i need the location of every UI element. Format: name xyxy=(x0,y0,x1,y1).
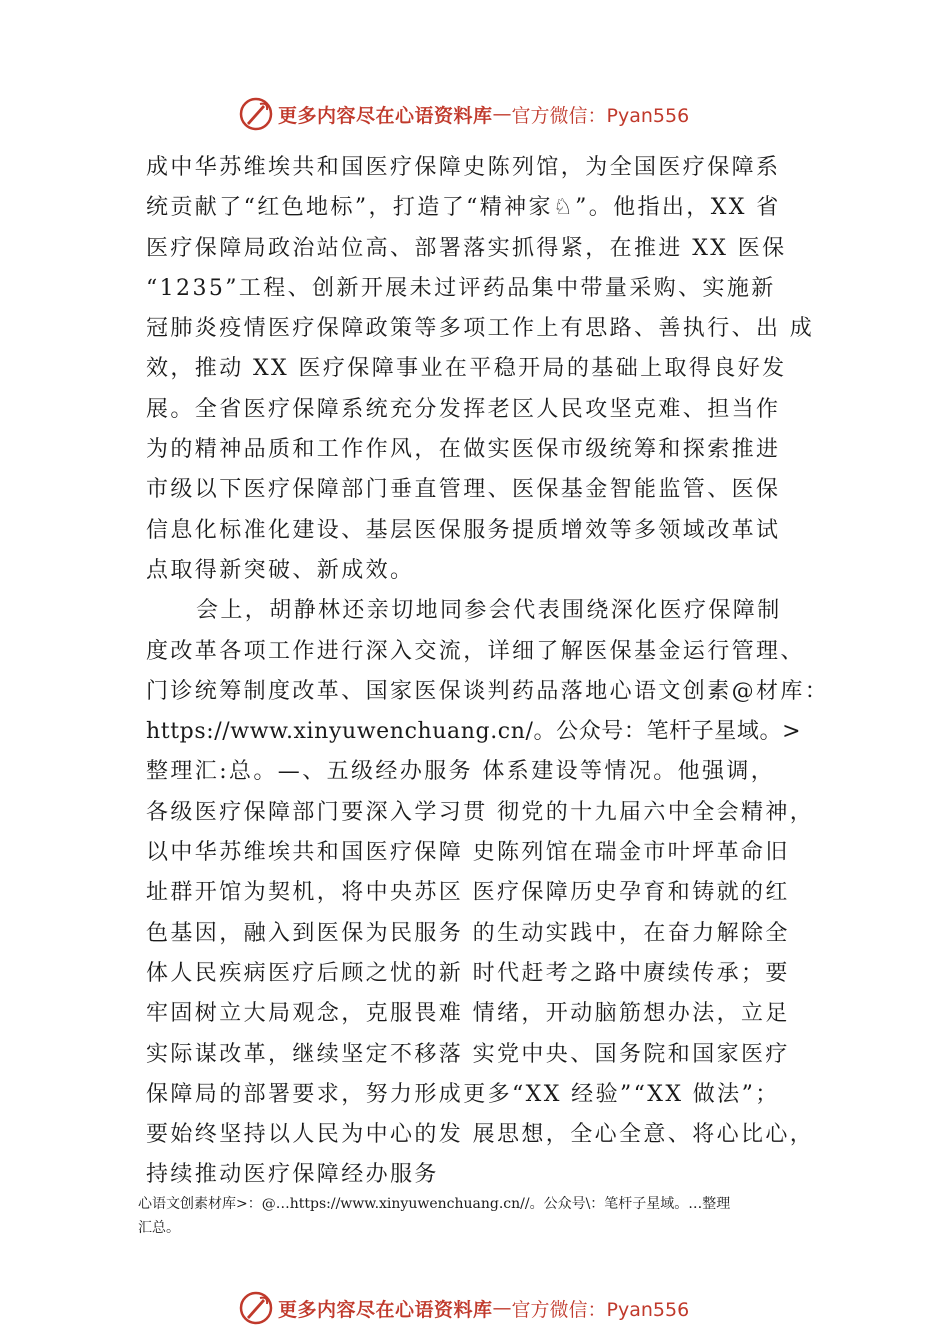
body-line: 保障局的部署要求，努力形成更多“XX 经验”“XX 做法”； xyxy=(146,1081,780,1107)
body-line: 址群开馆为契机，将中央苏区 医疗保障历史孕育和铸就的红 xyxy=(146,880,790,906)
body-line: 牢固树立大局观念，克服畏难 情绪，开动脑筋想办法，立足 xyxy=(146,1001,790,1027)
paragraph-start-line: 会上，胡静林还亲切地同参会代表围绕深化医疗保障制 xyxy=(196,598,782,624)
body-line: 体人民疾病医疗后顾之忧的新 时代赶考之路中赓续传承；要 xyxy=(146,960,790,986)
header-banner-dash: — xyxy=(492,103,512,125)
body-line: 展。全省医疗保障系统充分发挥老区人民攻坚克难、担当作 xyxy=(146,396,781,422)
footer-banner xyxy=(0,1288,950,1328)
body-line: 效，推动 XX 医疗保障事业在平稳开局的基础上取得良好发 xyxy=(146,356,787,382)
footer-banner-title: 更多内容尽在心语资料库 xyxy=(278,1298,493,1321)
quill-logo-icon xyxy=(238,1290,274,1326)
body-line: 持续推动医疗保障经办服务 xyxy=(146,1162,439,1188)
body-line: 医疗保障局政治站位高、部署落实抓得紧，在推进 XX 医保 xyxy=(146,235,787,261)
body-line: 为的精神品质和工作作风，在做实医保市级统筹和探索推进 xyxy=(146,437,781,463)
body-line: 冠肺炎疫情医疗保障政策等多项工作上有思路、善执行、出 成 xyxy=(146,316,815,342)
body-line: 实际谋改革，继续坚定不移落 实党中央、国务院和国家医疗 xyxy=(146,1041,790,1067)
header-banner-title: 更多内容尽在心语资料库 xyxy=(278,104,493,127)
body-line: 统贡献了“红色地标”，打造了“精神家♘”。他指出，XX 省 xyxy=(146,195,781,221)
footnote xyxy=(138,1192,838,1240)
body-line: 市级以下医疗保障部门垂直管理、医保基金智能监管、医保 xyxy=(146,477,781,503)
body-line: 门诊统筹制度改革、国家医保谈判药品落地心语文创素@材库： xyxy=(146,678,830,704)
footer-banner-wechat: 官方微信：Pyan556 xyxy=(511,1298,690,1321)
body-line: 以中华苏维埃共和国医疗保障 史陈列馆在瑞金市叶坪革命旧 xyxy=(146,840,790,866)
header-banner xyxy=(0,94,950,134)
body-line: 各级医疗保障部门要深入学习贯 彻党的十九届六中全会精神， xyxy=(146,799,815,825)
body-line: 成中华苏维埃共和国医疗保障史陈列馆，为全国医疗保障系 xyxy=(146,155,781,180)
body-line: 点取得新突破、新成效。 xyxy=(146,557,415,583)
footer-banner-dash: — xyxy=(492,1297,512,1319)
footnote-line: 心语文创素材库>：@…https://www.xinyuwenchuang.cn//。公众号\：笔杆子星域。…整理 xyxy=(138,1196,731,1212)
body-line: 信息化标准化建设、基层医保服务提质增效等多领域改革试 xyxy=(146,517,781,543)
body-line: 度改革各项工作进行深入交流，详细了解医保基金运行管理、 xyxy=(146,638,805,664)
footnote-line: 汇总。 xyxy=(138,1220,180,1236)
body-line: 整理汇:总。—、五级经办服务 体系建设等情况。他强调， xyxy=(146,759,776,785)
body-line: 要始终坚持以人民为中心的发 展思想，全心全意、将心比心， xyxy=(146,1122,815,1148)
body-line: https://www.xinyuwenchuang.cn/。公众号：笔杆子星域。> xyxy=(146,719,802,745)
body-line: “1235”工程、创新开展未过评药品集中带量采购、实施新 xyxy=(146,275,776,301)
body-line: 色基因，融入到医保为民服务 的生动实践中，在奋力解除全 xyxy=(146,920,790,946)
quill-logo-icon xyxy=(238,96,274,132)
header-banner-wechat: 官方微信：Pyan556 xyxy=(511,104,690,127)
document-body xyxy=(146,148,846,1196)
